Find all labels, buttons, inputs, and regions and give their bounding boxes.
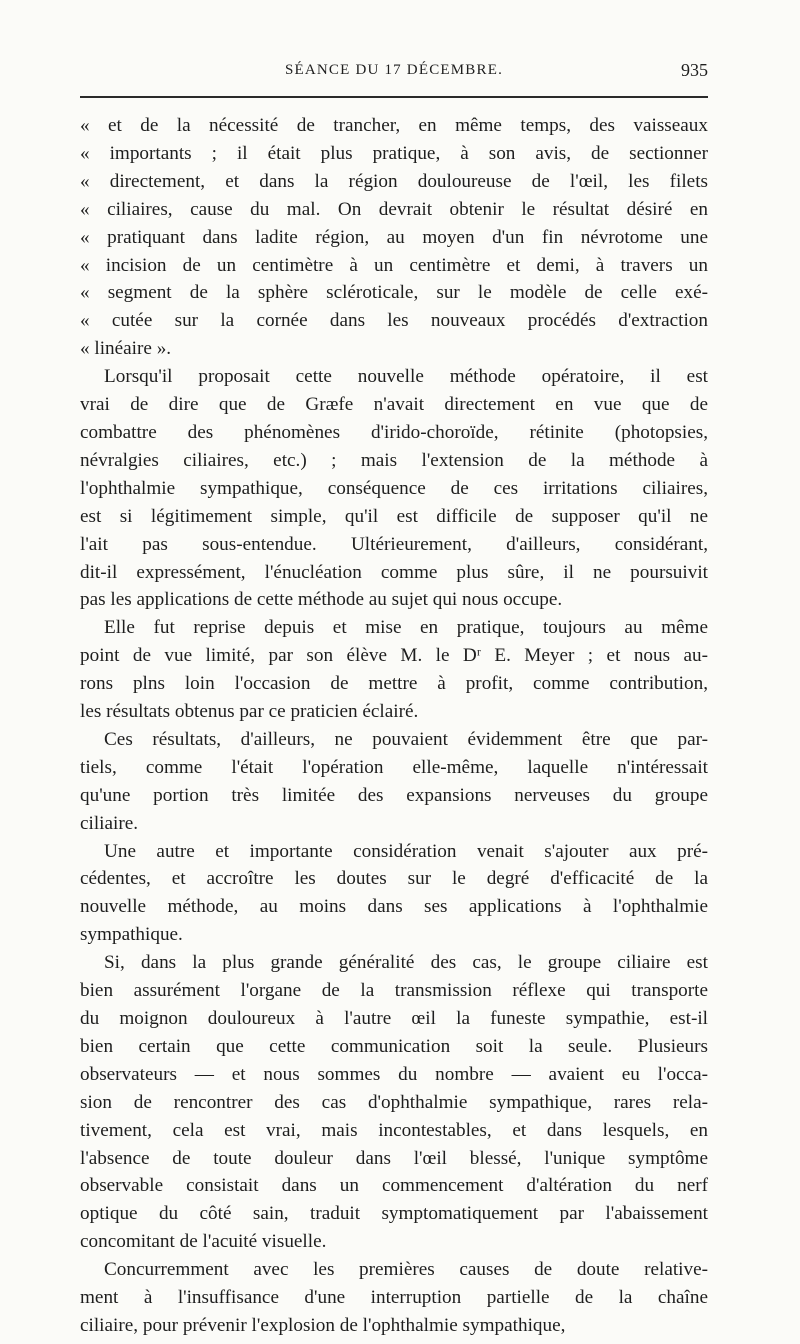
- header-rule: [80, 96, 708, 98]
- text-line: bien certain que cette communication soit la seule. Plusieurs: [80, 1035, 708, 1057]
- text-line: sion de rencontrer des cas d'ophthalmie sympathique, rares rela-: [80, 1091, 708, 1113]
- text-line: combattre des phénomènes d'irido-choroïde, rétinite (photopsies,: [80, 421, 708, 443]
- text-line: sympathique.: [80, 924, 183, 946]
- text-line: tiels, comme l'était l'opération elle-même, laquelle n'intéressait: [80, 756, 708, 778]
- text-line: Si, dans la plus grande généralité des cas, le groupe ciliaire est: [104, 952, 708, 974]
- text-line: « directement, et dans la région douloureuse de l'œil, les filets: [80, 170, 708, 192]
- text-line: Une autre et importante considération venait s'ajouter aux pré-: [104, 840, 708, 862]
- text-line: « et de la nécessité de trancher, en même temps, des vaisseaux: [80, 115, 708, 136]
- paragraph: [80, 1256, 708, 1340]
- text-line: « incision de un centimètre à un centimètre et demi, à travers un: [80, 254, 708, 276]
- text-line: vrai de dire que de Græfe n'avait directement en vue que de: [80, 394, 708, 416]
- paragraph: [80, 112, 708, 363]
- text-line: « ciliaires, cause du mal. On devrait obtenir le résultat désiré en: [80, 198, 708, 220]
- text-line: les résultats obtenus par ce praticien éclairé.: [80, 701, 419, 723]
- text-line: Lorsqu'il proposait cette nouvelle méthode opératoire, il est: [104, 366, 708, 388]
- paragraph: [80, 838, 708, 950]
- text-line: Elle fut reprise depuis et mise en pratique, toujours au même: [104, 617, 708, 639]
- text-line: pas les applications de cette méthode au sujet qui nous occupe.: [80, 589, 563, 611]
- text-line: ciliaire.: [80, 812, 139, 834]
- text-line: cédentes, et accroître les doutes sur le degré d'efficacité de la: [80, 868, 708, 890]
- text-line: nouvelle méthode, au moins dans ses applications à l'ophthalmie: [80, 896, 708, 918]
- text-line: « linéaire ».: [80, 338, 172, 360]
- text-line: l'ait pas sous-entendue. Ultérieurement, d'ailleurs, considérant,: [80, 533, 708, 555]
- text-line: concomitant de l'acuité visuelle.: [80, 1231, 327, 1253]
- text-line: l'absence de toute douleur dans l'œil blessé, l'unique symptôme: [80, 1147, 708, 1169]
- paragraph: [80, 726, 708, 838]
- text-line: « cutée sur la cornée dans les nouveaux procédés d'extraction: [80, 310, 708, 332]
- text-line: « pratiquant dans ladite région, au moyen d'un fin névrotome une: [80, 226, 708, 248]
- page-header: [80, 58, 708, 88]
- text-line: « importants ; il était plus pratique, à son avis, de sectionner: [80, 142, 708, 164]
- text-line: « segment de la sphère scléroticale, sur le modèle de celle exé-: [80, 282, 708, 304]
- paragraph: [80, 614, 708, 726]
- text-line: est si légitimement simple, qu'il est difficile de supposer qu'il ne: [80, 505, 708, 527]
- text-line: rons plns loin l'occasion de mettre à profit, comme contribution,: [80, 673, 708, 695]
- text-line: l'ophthalmie sympathique, conséquence de ces irritations ciliaires,: [80, 477, 708, 499]
- text-line: du moignon douloureux à l'autre œil la funeste sympathie, est-il: [80, 1008, 708, 1029]
- text-line: Ces résultats, d'ailleurs, ne pouvaient évidemment être que par-: [104, 728, 708, 750]
- running-title: SÉANCE DU 17 DÉCEMBRE.: [284, 62, 504, 78]
- body-text: [80, 112, 708, 1340]
- text-line: optique du côté sain, traduit symptomatiquement par l'abaissement: [80, 1203, 708, 1225]
- text-line: névralgies ciliaires, etc.) ; mais l'extension de la méthode à: [80, 449, 708, 471]
- text-line: point de vue limité, par son élève M. le Dʳ E. Meyer ; et nous au-: [80, 645, 708, 667]
- text-line: Concurremment avec les premières causes de doute relative-: [104, 1259, 708, 1281]
- text-line: ment à l'insuffisance d'une interruption partielle de la chaîne: [80, 1287, 708, 1309]
- text-line: qu'une portion très limitée des expansions nerveuses du groupe: [80, 784, 708, 806]
- text-line: observable consistait dans un commencement d'altération du nerf: [80, 1175, 708, 1197]
- text-line: ciliaire, pour prévenir l'explosion de l'ophthalmie sympathique,: [80, 1314, 566, 1336]
- paragraph: [80, 363, 708, 614]
- text-line: dit-il expressément, l'énucléation comme plus sûre, il ne poursuivit: [80, 561, 708, 583]
- text-line: observateurs — et nous sommes du nombre — avaient eu l'occa-: [80, 1063, 708, 1085]
- text-line: tivement, cela est vrai, mais incontestables, et dans lesquels, en: [80, 1119, 708, 1141]
- page-number: 935: [681, 60, 708, 80]
- text-line: bien assurément l'organe de la transmission réflexe qui transporte: [80, 980, 708, 1002]
- paragraph: [80, 949, 708, 1256]
